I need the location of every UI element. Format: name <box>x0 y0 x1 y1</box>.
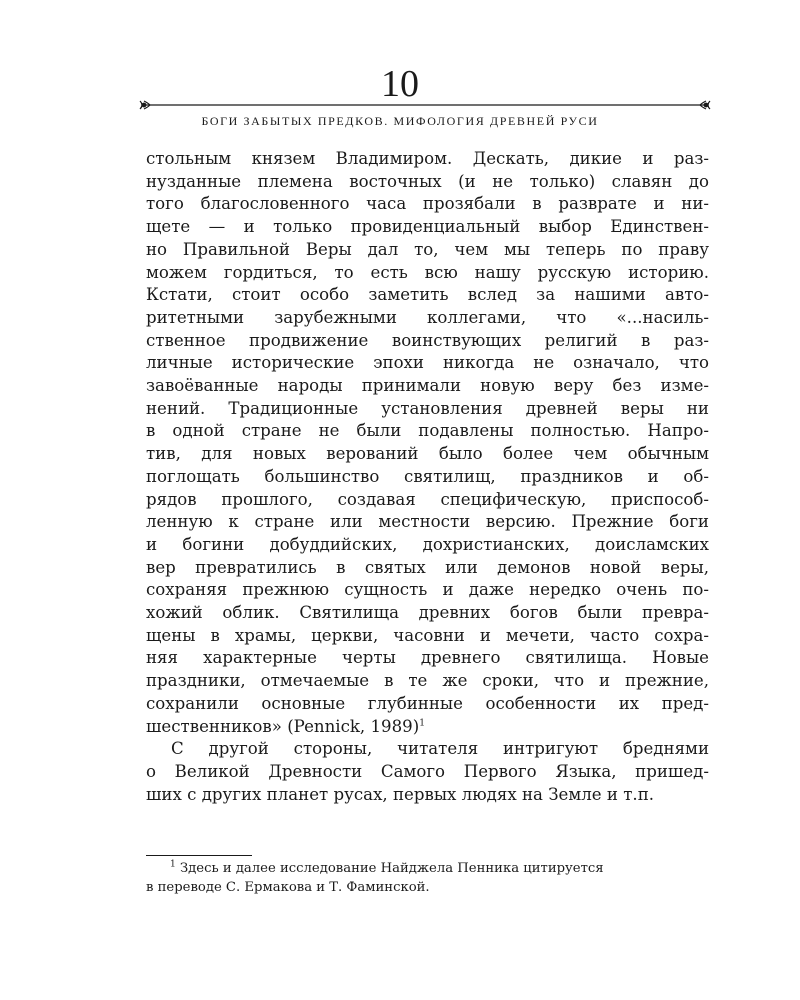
text-line: нузданные племена восточных (и не только) славян до <box>146 171 709 191</box>
text-line: о Великой Древности Самого Первого Языка, пришед- <box>146 761 709 781</box>
text-line: личные исторические эпохи никогда не означало, что <box>146 353 709 373</box>
text-line: ших с других планет русах, первых людях на Земле и т.п. <box>146 784 655 804</box>
text-line: Кстати, стоит особо заметить вслед за нашими авто- <box>146 285 709 305</box>
footnote-text: Здесь и далее исследование Найджела Пенника цитируется <box>179 861 604 876</box>
text-line: вер превратились в святых или демонов новой веры, <box>146 557 709 577</box>
footnote-reference[interactable]: 1 <box>419 718 425 729</box>
text-line: но Правильной Веры дал то, чем мы теперь по праву <box>146 239 709 259</box>
text-line-with-footnote-ref <box>146 716 709 739</box>
text-line: щены в храмы, церкви, часовни и мечети, часто сохра- <box>146 625 709 645</box>
text-line: сохранили основные глубинные особенности их пред- <box>146 693 709 713</box>
text-line: ритетными зарубежными коллегами, что «...насиль- <box>146 307 709 327</box>
text-line: хожий облик. Святилища древних богов были превра- <box>146 603 709 623</box>
text-line: щете — и только провиденциальный выбор Единствен- <box>146 217 709 237</box>
text-line: стольным князем Владимиром. Дескать, дикие и раз- <box>146 149 709 168</box>
text-line: шественников» (Pennick, 1989) <box>146 716 420 736</box>
text-line: ленную к стране или местности версию. Прежние боги <box>146 512 709 532</box>
text-line: завоёванные народы принимали новую веру без изме- <box>146 376 709 396</box>
footnote <box>146 859 709 897</box>
running-title: БОГИ ЗАБЫТЫХ ПРЕДКОВ. МИФОЛОГИЯ ДРЕВНЕЙ РУСИ <box>201 114 599 128</box>
body-text <box>146 148 709 806</box>
text-line: тив, для новых верований было более чем обычным <box>146 444 709 464</box>
header-ornament-rule <box>138 98 712 112</box>
page-number: 10 <box>381 63 419 105</box>
footnote-line <box>146 859 709 878</box>
text-line: няя характерные черты древнего святилища. Новые <box>146 648 709 668</box>
text-line: в одной стране не были подавлены полностью. Напро- <box>146 421 709 441</box>
footnote-separator <box>146 855 252 856</box>
text-line: и богини добуддийских, дохристианских, доисламских <box>146 534 709 554</box>
text-line: праздники, отмечаемые в те же сроки, что и прежние, <box>146 671 709 691</box>
text-line: можем гордиться, то есть всю нашу русскую историю. <box>146 262 709 282</box>
text-line-paragraph-start: С другой стороны, читателя интригуют бреднями <box>171 739 709 759</box>
text-line: ственное продвижение воинствующих религий в раз- <box>146 330 709 350</box>
footnote-marker: 1 <box>170 859 176 870</box>
text-line: нений. Традиционные установления древней веры ни <box>146 398 709 418</box>
text-line: сохраняя прежнюю сущность и даже нередко очень по- <box>146 580 709 600</box>
text-line: поглощать большинство святилищ, праздников и об- <box>146 466 709 486</box>
text-line: того благословенного часа прозябали в разврате и ни- <box>146 194 709 214</box>
text-line: рядов прошлого, создавая специфическую, приспособ- <box>146 489 709 509</box>
footnote-line: в переводе С. Ермакова и Т. Фаминской. <box>146 880 430 895</box>
